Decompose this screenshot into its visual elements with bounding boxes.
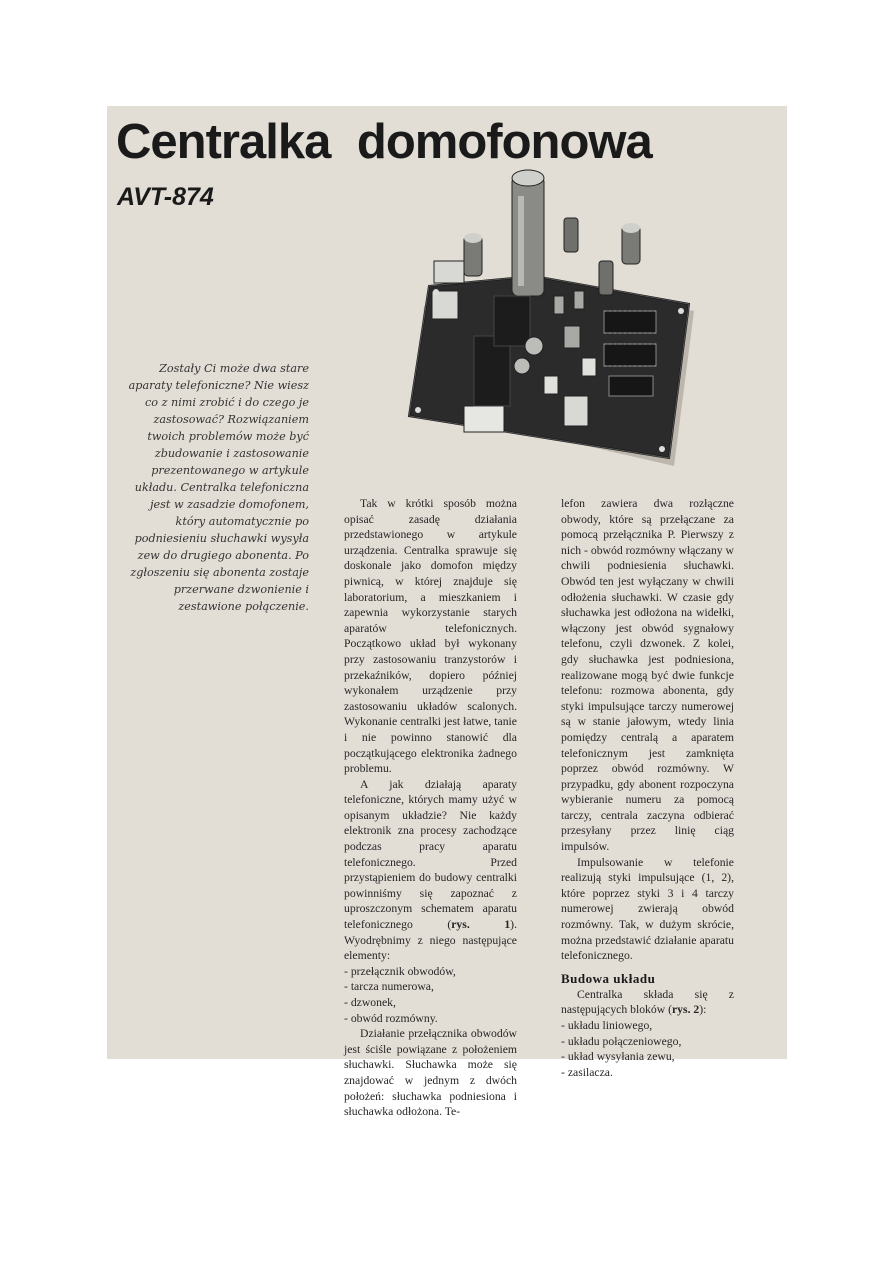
list-item: - układu liniowego, <box>561 1019 653 1032</box>
paragraph-text: ). Wyodrębnimy z niego następujące elementy: <box>344 918 517 963</box>
article-page <box>107 106 787 1119</box>
paragraph-text: Centralka składa się z następujących bloków ( <box>561 987 734 1017</box>
block-list <box>561 1018 734 1080</box>
paragraph <box>561 987 734 1018</box>
paragraph: Impulsowanie w telefonie realizują styki impulsujące (1, 2), które poprzez styki 3 i 4 tarczy numerowej zwierają obwód rozmówny. Tak, w dużym skrócie, można przedstawić działanie aparatu telefonicznego. <box>561 855 734 963</box>
list-item: - zasilacza. <box>561 1065 613 1079</box>
list-item: - przełącznik obwodów, <box>344 964 456 978</box>
list-item: - obwód rozmówny. <box>344 1011 438 1025</box>
pcb-photo <box>404 166 694 466</box>
ic-chips <box>604 311 656 396</box>
capacitor-large <box>512 170 544 296</box>
paragraph-text: ): <box>699 1003 707 1017</box>
element-list <box>344 964 517 1026</box>
paragraph-text: A jak działają aparaty telefoniczne, których mamy użyć w opisanym układzie? Nie każdy elektronik zna procesy zachodzące podczas pracy aparatu telefonicznego. Przed przystąpieniem do budowy centralki powinniśmy się zapoznać z uproszczonym schematem aparatu telefonicznego ( <box>344 777 517 932</box>
paragraph: lefon zawiera dwa rozłączne obwody, które są przełączane za pomocą przełącznika P. Pierwszy z nich - obwód rozmówny włączany w chwili podniesienia słuchawki. Obwód ten jest wyłączany w chwili odłożenia słuchawki. W czasie gdy słuchawka jest odłożona na widełki, włączony jest obwód sygnałowy telefonu, czyli dzwonek. Z kolei, gdy słuchawka jest podniesiona, realizowane mogą być dwie funkcje telefonu: rozmowa abonenta, gdy styki impulsujące tarczy numerowej są w stanie jałowym, wtedy linia pomiędzy centralą a aparatem telefonicznym jest zamknięta poprzez obwód rozmówny. W przypadku, gdy abonent rozpoczyna wybieranie numeru za pomocą tarczy, centrala zaczyna odbierać przesyłany przez linię ciąg impulsów. <box>561 497 734 854</box>
paragraph: Tak w krótki sposób można opisać zasadę działania przedstawionego w artykule urządzenia. Centralka sprawuje się doskonale jako domofon między piwnicą, w której znajduje się laboratorium, a mieszkaniem i zapewnia wykorzystanie starych aparatów telefonicznych. Początkowo układ był wykonany przy zastosowaniu tranzystorów i przekaźników, dopiero później wykonałem urządzenie przy zastosowaniu układów scalonych. Wykonanie centralki jest łatwe, tanie i nie powinno stanowić dla początkującego elektronika żadnego problemu. <box>344 497 517 776</box>
text-column-1 <box>344 496 517 1120</box>
list-item: - tarcza numerowa, <box>344 980 434 994</box>
article-title: Centralka domofonowa <box>116 115 652 169</box>
list-item: - układu połączeniowego, <box>561 1034 682 1048</box>
list-item: - układ wysyłania zewu, <box>561 1050 675 1064</box>
paragraph <box>344 777 517 964</box>
list-item: - dzwonek, <box>344 996 396 1009</box>
figure-ref: rys. 2 <box>672 1003 700 1017</box>
text-column-2 <box>561 496 734 1080</box>
intro-lead <box>119 360 309 615</box>
paragraph: Działanie przełącznika obwodów jest ściśle powiązane z położeniem słuchawki. Słuchawka może się znajdować w jednym z dwóch położeń: słuchawka podniesiona i słuchawka odłożona. Te- <box>344 1027 517 1119</box>
figure-ref: rys. 1 <box>451 918 511 932</box>
section-heading: Budowa układu <box>561 970 656 986</box>
intro-paragraph: Zostały Ci może dwa stare aparaty telefoniczne? Nie wiesz co z nimi zrobić i do czego je zastosować? Rozwiązaniem twoich problemów może być zbudowanie i zastosowanie prezentowanego w artykule układu. Centralka telefoniczna jest w zasadzie domofonem, który automatycznie po podniesieniu słuchawki wysyła zew do drugiego abonenta. Po zgłoszeniu się abonenta zostaje przerwane dzwonienie i zestawione połączenie. <box>128 362 309 613</box>
article-code: AVT-874 <box>117 183 214 211</box>
